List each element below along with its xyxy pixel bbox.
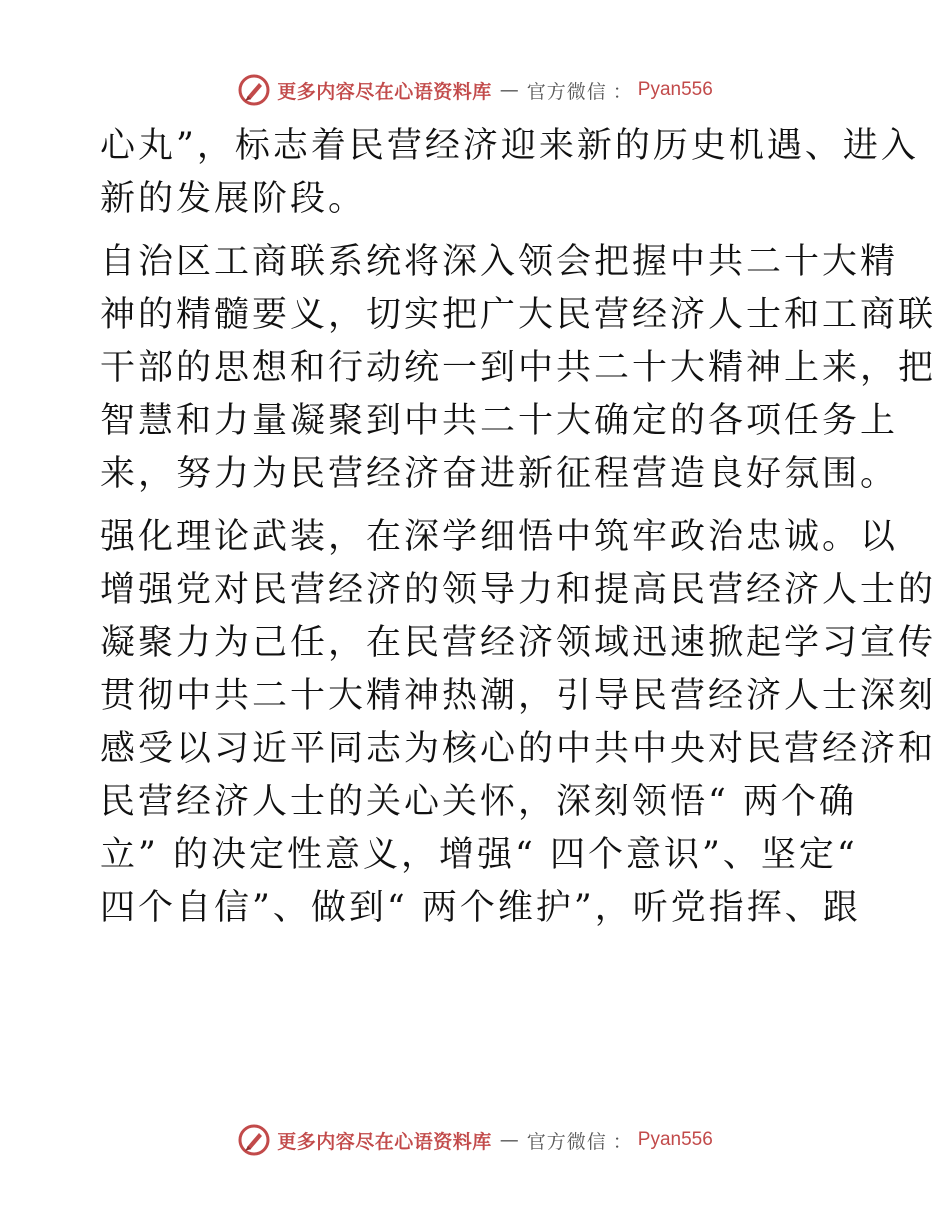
text-line: 智慧和力量凝聚到中共二十大确定的各项任务上 — [100, 401, 899, 441]
quill-logo-icon — [237, 1123, 271, 1157]
text-line: 增强党对民营经济的领导力和提高民营经济人士的 — [100, 570, 937, 610]
text-line: 立” 的决定性意义，增强“ 四个意识”、坚定“ — [100, 835, 858, 875]
footer-watermark — [0, 1120, 950, 1160]
watermark-wechat-id: Pyan556 — [637, 79, 713, 100]
text-line: 心丸”，标志着民营经济迎来新的历史机遇、进入 — [100, 126, 919, 166]
text-line: 自治区工商联系统将深入领会把握中共二十大精 — [100, 242, 899, 282]
text-line: 贯彻中共二十大精神热潮，引导民营经济人士深刻 — [100, 676, 937, 716]
text-line: 强化理论武装，在深学细悟中筑牢政治忠诚。以 — [100, 517, 899, 557]
paragraph-1 — [100, 120, 919, 226]
text-line: 感受以习近平同志为核心的中共中央对民营经济和 — [100, 729, 937, 769]
text-line: 新的发展阶段。 — [100, 179, 367, 219]
watermark-wechat-label: 官方微信 — [526, 80, 607, 103]
document-body — [100, 120, 937, 945]
text-line: 凝聚力为己任，在民营经济领域迅速掀起学习宣传 — [100, 623, 937, 663]
quill-logo-icon — [237, 73, 271, 107]
watermark-wechat-label: 官方微信 — [526, 1130, 607, 1153]
watermark-dash: — — [499, 1129, 519, 1151]
header-watermark — [0, 70, 950, 110]
text-line: 神的精髓要义，切实把广大民营经济人士和工商联 — [100, 295, 937, 335]
watermark-text: 更多内容尽在心语资料库 — [277, 1130, 492, 1153]
text-line: 四个自信”、做到“ 两个维护”，听党指挥、跟 — [100, 888, 861, 928]
watermark-wechat-id: Pyan556 — [637, 1129, 713, 1150]
text-line: 干部的思想和行动统一到中共二十大精神上来，把 — [100, 348, 937, 388]
watermark-text: 更多内容尽在心语资料库 — [277, 80, 492, 103]
text-line: 民营经济人士的关心关怀，深刻领悟“ 两个确 — [100, 782, 858, 822]
paragraph-3 — [100, 511, 937, 935]
text-line: 来，努力为民营经济奋进新征程营造良好氛围。 — [100, 454, 899, 494]
watermark-dash: — — [499, 79, 519, 101]
watermark-colon: ： — [612, 80, 632, 103]
paragraph-2 — [100, 236, 937, 501]
watermark-colon: ： — [612, 1130, 632, 1153]
